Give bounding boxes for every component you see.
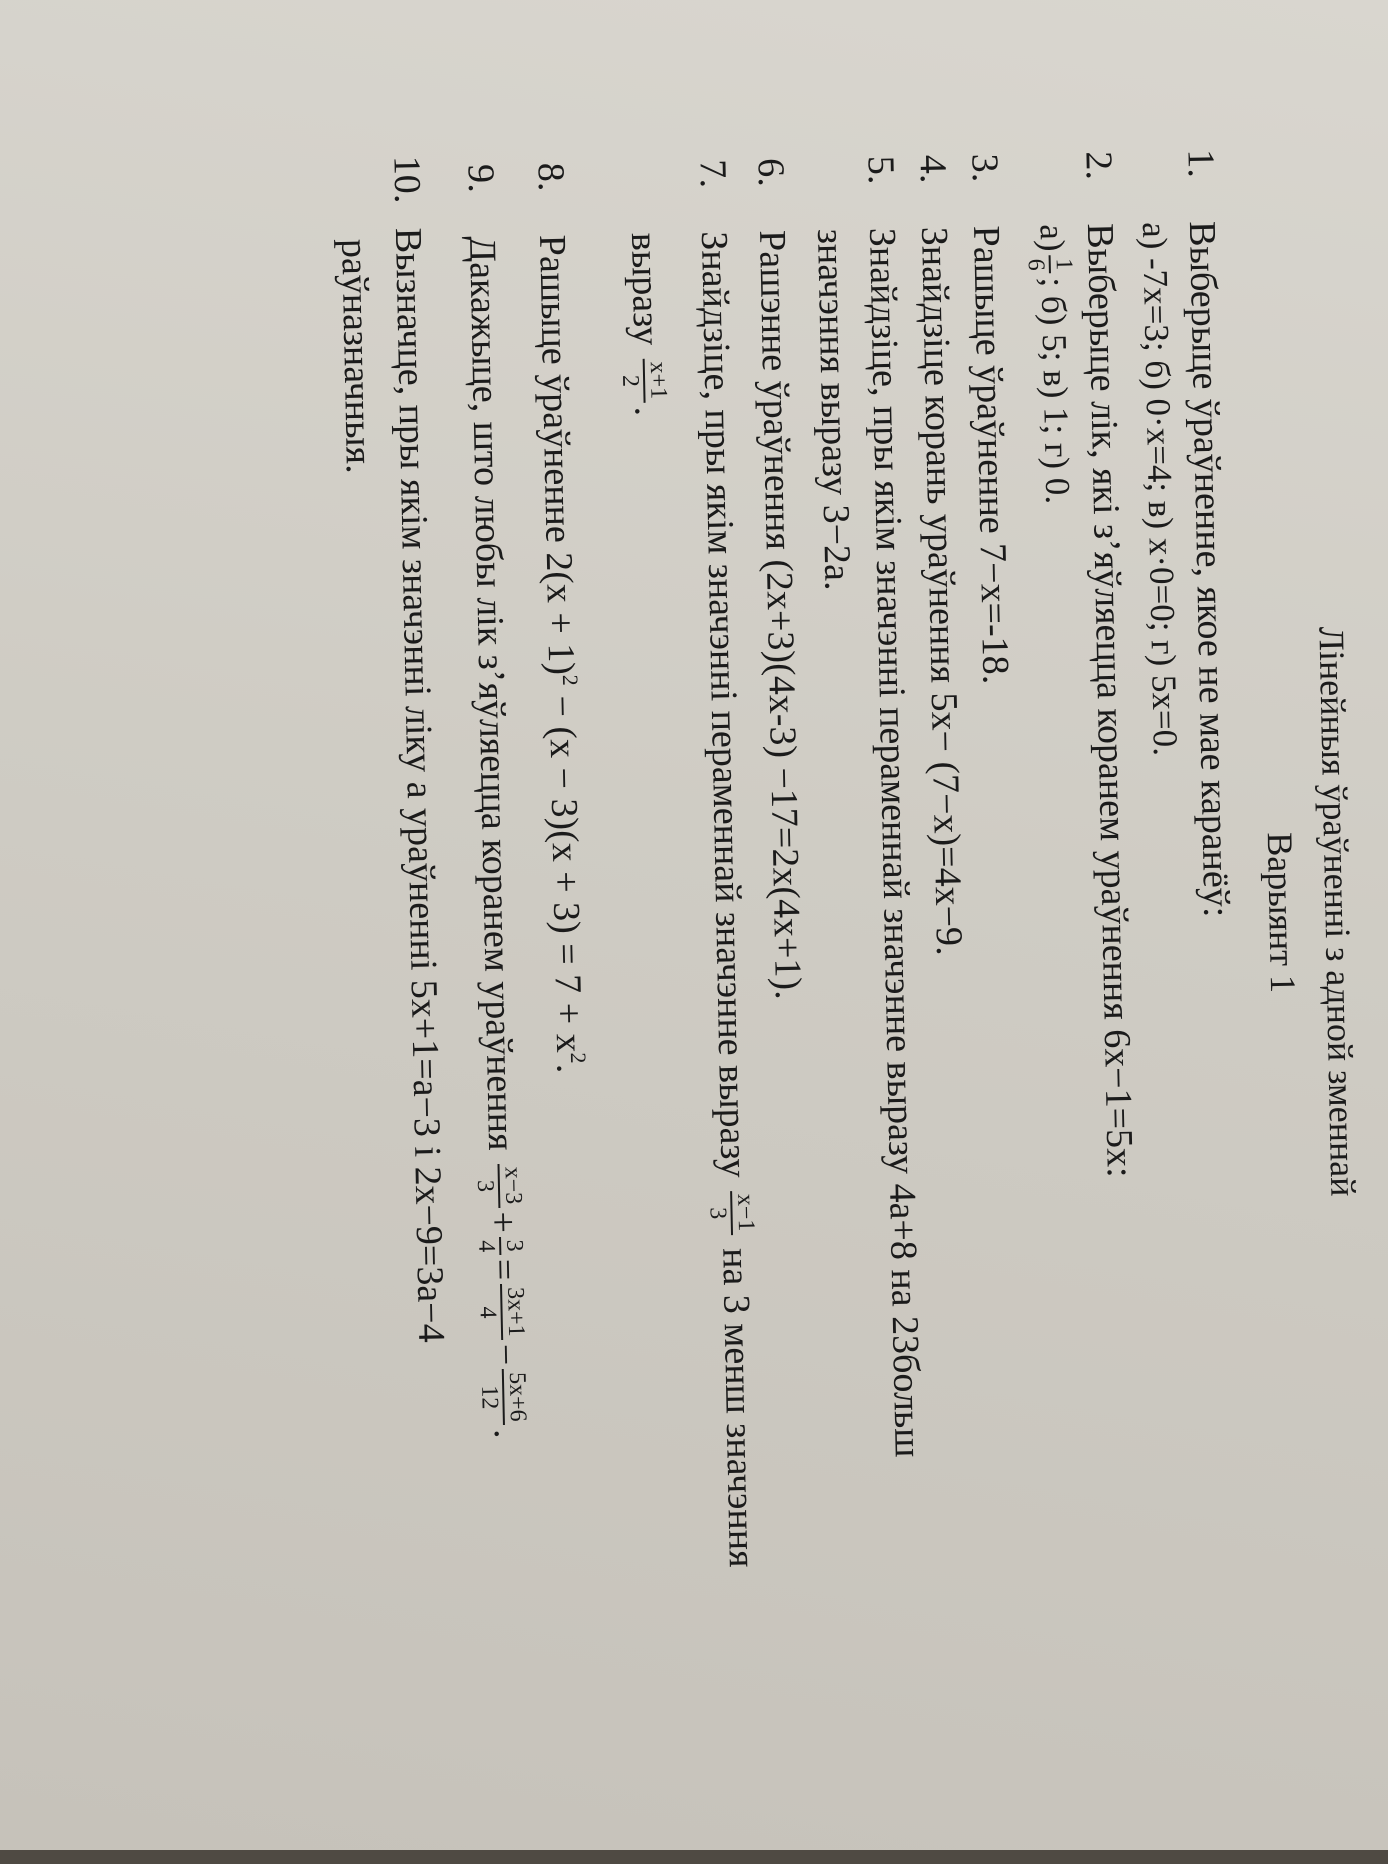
task-7-continuation	[613, 232, 672, 416]
task-9-end: .	[485, 1428, 529, 1439]
task-8-text-b: − (x − 3)(x + 3) = 7 + x	[540, 685, 591, 1054]
task-1	[1177, 149, 1239, 918]
task-6-number: 6.	[749, 157, 793, 188]
task-8-exponent-1: 2	[557, 674, 584, 687]
task-2-options-rest: ; б) 5; в) 1; г) 0.	[1033, 277, 1078, 505]
task-8-exponent-2: 2	[565, 1052, 592, 1064]
fraction-numerator: x−1	[730, 1191, 759, 1235]
task-9-text: Дакажыце, што любы лік з’яўляецца коранем ураўнення	[460, 235, 523, 1151]
task-1-number: 1.	[1179, 148, 1222, 179]
task-7-text-2: выразу	[622, 232, 668, 346]
task-5-continuation: значэння выразу 3−2a.	[808, 228, 859, 591]
task-9-fraction-4	[475, 1369, 531, 1426]
task-9	[450, 164, 531, 1439]
task-7-text-b: на 3 менш значэння	[714, 1247, 763, 1568]
fraction-denominator: 4	[472, 1239, 499, 1253]
task-7-text-2-end: .	[626, 405, 669, 417]
task-10-number: 10.	[385, 155, 429, 204]
fraction-denominator: 12	[475, 1385, 503, 1410]
task-4	[909, 154, 971, 956]
task-7-text: Знайдзіце, пры якім значэнні пераменнай значэнне выразу	[692, 230, 755, 1179]
task-10-continuation: раўназначныя.	[333, 238, 380, 474]
task-2-number: 2.	[1077, 150, 1121, 181]
task-9-number: 9.	[459, 163, 503, 194]
task-1-text: Выберыце ўраўненне, якое не мае каранёў:	[1180, 220, 1238, 918]
task-6-text: Рашэнне ўраўнення (2x+3)(4x-3) −17=2x(4x+1).	[750, 229, 810, 1001]
task-6	[747, 158, 810, 1000]
task-8-number: 8.	[529, 162, 573, 192]
task-4-text: Знайдзіце корань ураўнення 5x− (7−x)=4x−9.	[912, 226, 971, 956]
task-5-text: Знайдзіце, пры якім значэнні пераменнай значэнне выразу 4a+8 на 23больш	[860, 227, 929, 1458]
fraction-denominator: 3	[704, 1206, 731, 1220]
task-1-options: а) -7x=3; б) 0·x=4; в) x·0=0; г) 5x=0.	[1134, 221, 1186, 757]
task-9-minus: −	[484, 1343, 527, 1366]
task-10-text: Вызначце, пры якім значэнні ліку а ураўненні 5x+1=a−3 і 2x−9=3a−4	[386, 227, 453, 1344]
task-10	[383, 155, 453, 1343]
fraction-numerator: 3x+1	[500, 1284, 530, 1340]
task-2-option-a-label: а)	[1032, 223, 1073, 252]
task-3-number: 3.	[963, 153, 1007, 183]
task-4-number: 4.	[911, 154, 955, 184]
task-2	[1075, 151, 1142, 1178]
task-3-text: Рашыце ўраўненне 7−x=-18.	[964, 225, 1017, 685]
fraction-numerator: x+1	[642, 358, 671, 402]
task-3	[961, 153, 1018, 684]
task-8-text: Рашыце ўраўненне 2(x + 1)	[531, 234, 583, 676]
task-7-number: 7.	[691, 158, 734, 189]
task-8	[527, 162, 592, 1073]
task-9-fraction-3	[473, 1284, 529, 1341]
fraction-denominator: 3	[471, 1179, 498, 1193]
fraction-numerator: 5x+6	[501, 1369, 531, 1425]
task-8-text-c: .	[548, 1063, 591, 1074]
worksheet-title: Лінейныя ўраўненні з адной зменнай	[1311, 626, 1364, 1197]
fraction-denominator: 6	[1022, 258, 1049, 272]
task-9-plus: +	[481, 1211, 524, 1234]
task-5-number: 5.	[859, 155, 903, 185]
task-9-equals: =	[482, 1258, 525, 1281]
task-7-fraction-2	[616, 358, 672, 403]
task-9-fraction-2	[472, 1236, 527, 1255]
task-9-fraction-1	[471, 1163, 527, 1208]
task-2-option-a-fraction	[1022, 255, 1077, 274]
fraction-denominator: 2	[616, 374, 643, 388]
fraction-numerator: 3	[499, 1236, 528, 1255]
fraction-numerator: x−3	[497, 1163, 526, 1207]
task-2-text: Выберыце лік, які з’яўляецца коранем ураўнення 6x−1=5x:	[1078, 222, 1141, 1179]
task-7-fraction-1	[703, 1191, 759, 1236]
task-2-options	[1021, 224, 1082, 505]
variant-label: Варыянт 1	[1259, 831, 1304, 994]
fraction-denominator: 4	[474, 1306, 501, 1319]
fraction-numerator: 1	[1048, 255, 1077, 274]
